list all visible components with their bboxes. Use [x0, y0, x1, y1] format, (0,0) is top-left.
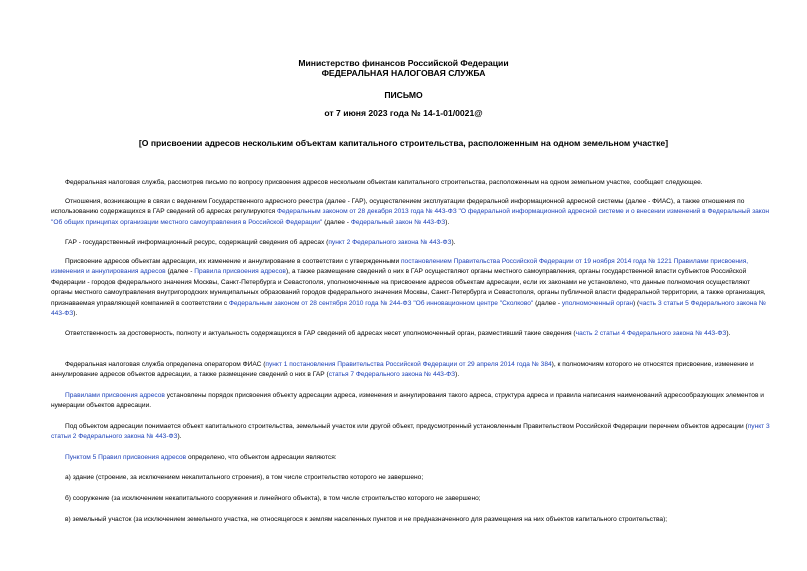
- paragraph-rules-point-5: [51, 453, 771, 463]
- paragraph-text: Ответственность за достоверность, полноту и актуальность содержащихся в ГАР сведений об адресах несет уполномоченный орган, разместивший такие сведения (: [65, 330, 576, 337]
- service-name: ФЕДЕРАЛЬНАЯ НАЛОГОВАЯ СЛУЖБА: [321, 68, 486, 78]
- address-rules-link[interactable]: Правила присвоения адресов: [194, 268, 286, 276]
- paragraph-intro: Федеральная налоговая служба, рассмотрев письмо по вопросу присвоения адресов нескольким объектам капитального строительства, расположенным на одном земельном участке, сообщает следующее.: [65, 179, 703, 186]
- paragraph-gar-definition: [51, 238, 771, 248]
- paragraph-text: ), к полномочиям которого не относятся присвоение, изменение и аннулирование адресов объектов адресации, а также размещение сведений о них в ГАР (: [51, 361, 754, 379]
- paragraph-text: (далее -: [533, 299, 562, 307]
- paragraph-text: ).: [73, 310, 78, 318]
- list-item-land-plot: в) земельный участок (за исключением земельного участка, не относящегося к землям населенных пунктов и не предназначенного для размещения на них объектов капитального строительства);: [65, 516, 668, 523]
- authorized-body-link[interactable]: уполномоченный орган: [561, 299, 634, 307]
- document-type: ПИСЬМО: [384, 90, 423, 100]
- paragraph-text: ) (: [633, 299, 640, 307]
- article-7-link[interactable]: статья 7 Федерального закона № 443-ФЗ: [328, 371, 456, 379]
- paragraph-text: ).: [726, 330, 731, 337]
- document-subject: [О присвоении адресов нескольким объектам капитального строительства, расположенным на одном земельном участке]: [138, 138, 669, 148]
- paragraph-responsibility: [51, 329, 771, 339]
- paragraph-rules-procedure: [51, 391, 771, 412]
- paragraph-text: ).: [451, 239, 456, 246]
- paragraph-address-assignment: [51, 257, 771, 319]
- paragraph-text: ).: [455, 371, 460, 379]
- paragraph-text: Под объектом адресации понимается объект капитального строительства, земельный участок или другой объект, предусмотренный установленным Правительством Российской Федерации перечнем объектов адресации (: [65, 423, 748, 430]
- paragraph-object-definition: [51, 422, 771, 443]
- paragraph-text: (далее -: [322, 218, 351, 226]
- paragraph-text: (далее -: [165, 268, 195, 276]
- federal-law-443-link[interactable]: Федеральным законом от 28 декабря 2013 года № 443-ФЗ "О федеральной информационной адресной системе и о внесении изменений в Федеральный закон "Об общих принципах организации местного самоуправления в Российской Федерации": [51, 208, 770, 226]
- paragraph-text: Федеральная налоговая служба определена оператором ФИАС (: [65, 361, 266, 368]
- paragraph-text: Отношения, возникающие в связи с ведением Государственного адресного реестра (далее - ГАР), осуществлением эксплуатации федеральной информационной адресной системы (далее - ФИАС), а также отношения по использованию содержащихся в ГАР сведений об адресах регулируются: [51, 198, 745, 216]
- paragraph-text: ).: [177, 433, 182, 441]
- paragraph-regulation: [51, 197, 771, 228]
- paragraph-text: определено, что объектом адресации являются:: [186, 454, 337, 461]
- list-item-building: а) здание (строение, за исключением некапитального строения), в том числе строительство которого не завершено;: [65, 474, 424, 481]
- article-4-part-2-link[interactable]: часть 2 статьи 4 Федерального закона № 443-ФЗ: [575, 330, 727, 337]
- article-5-part-3-link[interactable]: часть 3 статьи 5 Федерального закона № 443-ФЗ: [51, 299, 766, 318]
- paragraph-text: ГАР - государственный информационный ресурс, содержащий сведения об адресах (: [65, 239, 329, 246]
- government-decree-1221-link[interactable]: постановлением Правительства Российской Федерации от 19 ноября 2014 года № 1221 Правилами присвоения, изменения и аннулирования адресов: [51, 258, 749, 276]
- paragraph-text: Присвоение адресов объектам адресации, их изменение и аннулирование в соответствии с утвержденными: [65, 258, 401, 265]
- federal-law-244-link[interactable]: Федеральным законом от 28 сентября 2010 года № 244-ФЗ "Об инновационном центре "Сколково": [228, 299, 534, 307]
- rules-point-5-link[interactable]: Пунктом 5 Правил присвоения адресов: [65, 454, 187, 461]
- paragraph-fias-operator: [51, 360, 771, 381]
- law-point-2-link[interactable]: пункт 2 Федерального закона № 443-ФЗ: [328, 239, 452, 246]
- article-2-point-3-link[interactable]: пункт 3 статьи 2 Федерального закона № 443-ФЗ: [51, 423, 770, 441]
- federal-law-443-short-link[interactable]: Федеральный закон № 443-ФЗ: [350, 218, 446, 226]
- document-date-number: от 7 июня 2023 года № 14-1-01/0021@: [324, 108, 483, 118]
- list-item-structure: б) сооружение (за исключением некапитального сооружения и линейного объекта), в том числе строительство которого не завершено;: [65, 495, 481, 502]
- paragraph-text: ).: [445, 218, 450, 226]
- address-rules-link-2[interactable]: Правилами присвоения адресов: [65, 392, 165, 399]
- paragraph-text: ), а также размещение сведений о них в ГАР осуществляют органы местного самоуправления, органы государственной власти субъектов Российской Федерации - городов федерального значения Москвы, Санкт-Петербурга и Севастополя, уполномоченные на присвоение адресов объектам адресации, если их законами не установлено, что данные полномочия осуществляют органы местного самоуправления внутригородских муниципальных образований городов федерального значения Москвы, Санкт-Петербурга и Севастополя, органы публичной власти федеральной территории, а также организация, признаваемая управляющей компанией в соответствии с: [51, 268, 766, 307]
- ministry-name: Министерство финансов Российской Федерации: [298, 58, 509, 68]
- paragraph-text: установлены порядок присвоения объекту адресации адреса, изменения и аннулирования такого адреса, структура адреса и правила написания наименований адресообразующих элементов и нумерации объектов адресации.: [51, 392, 764, 410]
- decree-384-link[interactable]: пункт 1 постановления Правительства Российской Федерации от 29 апреля 2014 года № 384: [265, 361, 552, 368]
